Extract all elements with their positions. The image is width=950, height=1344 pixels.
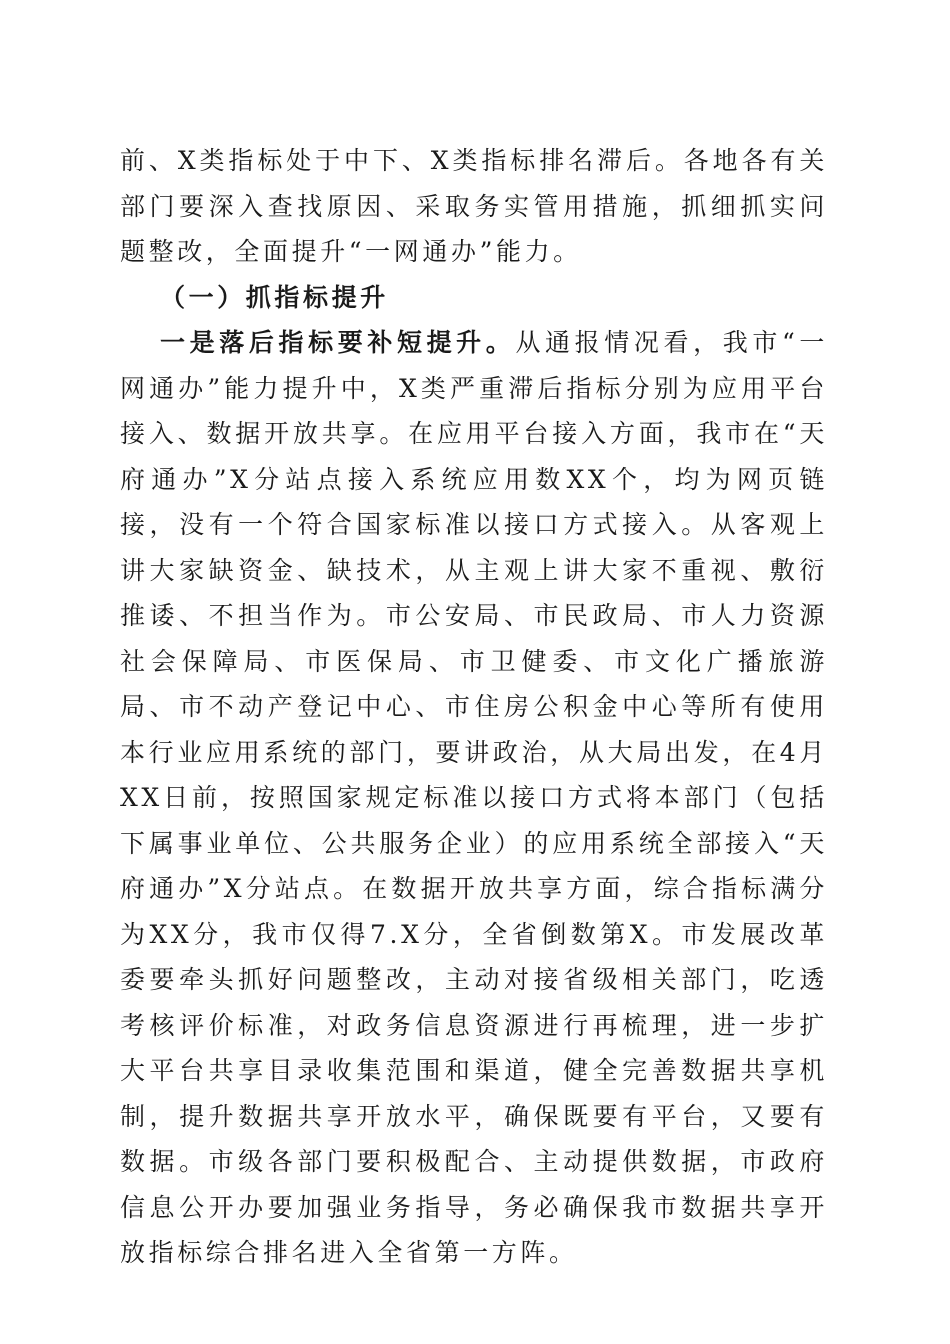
section-paragraph	[120, 320, 828, 1276]
paragraph-lead: 一是落后指标要补短提升。	[160, 328, 516, 357]
continuation-paragraph: 前、X类指标处于中下、X类指标排名滞后。各地各有关部门要深入查找原因、采取务实管用措施，抓细抓实问题整改，全面提升“一网通办”能力。	[120, 146, 828, 266]
document-body	[120, 138, 828, 1276]
paragraph-body: 从通报情况看，我市“一网通办”能力提升中，X类严重滞后指标分别为应用平台接入、数据开放共享。在应用平台接入方面，我市在“天府通办”X分站点接入系统应用数XX个，均为网页链接，没有一个符合国家标准以接口方式接入。从客观上讲大家缺资金、缺技术，从主观上讲大家不重视、敷衍推诿、不担当作为。市公安局、市民政局、市人力资源社会保障局、市医保局、市卫健委、市文化广播旅游局、市不动产登记中心、市住房公积金中心等所有使用本行业应用系统的部门，要讲政治，从大局出发，在4月XX日前，按照国家规定标准以接口方式将本部门（包括下属事业单位、公共服务企业）的应用系统全部接入“天府通办”X分站点。在数据开放共享方面，综合指标满分为XX分，我市仅得7.X分，全省倒数第X。市发展改革委要牵头抓好问题整改，主动对接省级相关部门，吃透考核评价标准，对政务信息资源进行再梳理，进一步扩大平台共享目录收集范围和渠道，健全完善数据共享机制，提升数据共享开放水平，确保既要有平台，又要有数据。市级各部门要积极配合、主动提供数据，市政府信息公开办要加强业务指导，务必确保我市数据共享开放指标综合排名进入全省第一方阵。	[120, 328, 829, 1267]
section-heading: （一）抓指标提升	[160, 282, 389, 312]
